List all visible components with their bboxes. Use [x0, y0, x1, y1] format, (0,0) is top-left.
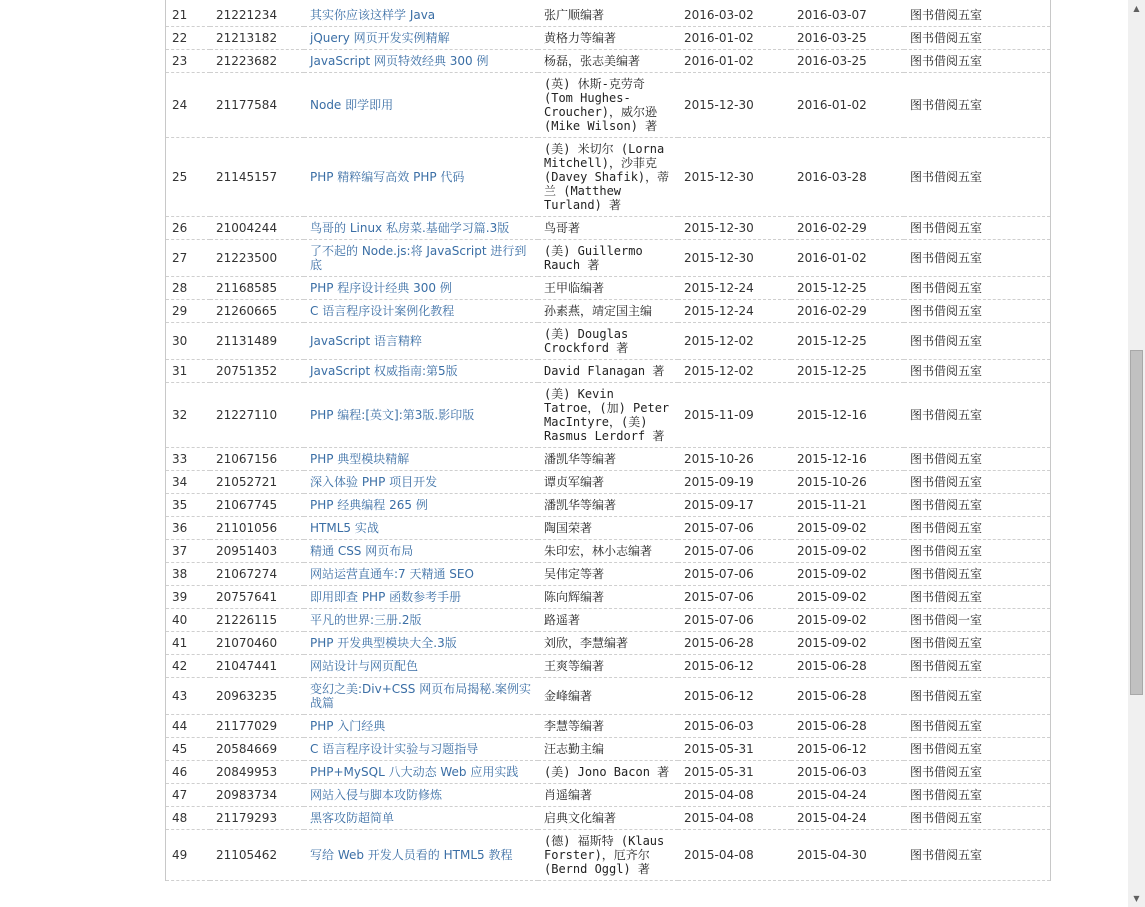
book-title-link-cell	[304, 277, 538, 300]
book-title-link-cell	[304, 609, 538, 632]
borrow-date-cell: 2015-12-24	[678, 277, 791, 300]
return-date-cell: 2015-06-28	[791, 678, 904, 715]
borrow-date-cell: 2015-12-24	[678, 300, 791, 323]
table-row	[166, 323, 1050, 360]
table-row	[166, 632, 1050, 655]
author-cell: 汪志勤主编	[538, 738, 678, 761]
book-title-link-cell	[304, 73, 538, 138]
author-cell: 金峰编著	[538, 678, 678, 715]
row-index-cell: 45	[166, 738, 210, 761]
borrow-date-cell: 2015-06-28	[678, 632, 791, 655]
book-title-link[interactable]: C 语言程序设计案例化教程	[310, 304, 455, 318]
return-date-cell: 2016-02-29	[791, 300, 904, 323]
borrow-date-cell: 2015-11-09	[678, 383, 791, 448]
author-cell: (英) 休斯-克劳奇 (Tom Hughes-Croucher)，威尔逊 (Mike Wilson) 著	[538, 73, 678, 138]
table-row	[166, 277, 1050, 300]
borrow-date-cell: 2015-07-06	[678, 563, 791, 586]
return-date-cell: 2015-11-21	[791, 494, 904, 517]
book-title-link-cell	[304, 217, 538, 240]
barcode-cell: 20963235	[210, 678, 304, 715]
row-index-cell: 42	[166, 655, 210, 678]
barcode-cell: 21179293	[210, 807, 304, 830]
table-row	[166, 517, 1050, 540]
return-date-cell: 2015-04-24	[791, 784, 904, 807]
borrow-date-cell: 2015-04-08	[678, 807, 791, 830]
return-date-cell: 2015-06-03	[791, 761, 904, 784]
location-cell: 图书借阅五室	[904, 240, 1050, 277]
row-index-cell: 43	[166, 678, 210, 715]
barcode-cell: 21131489	[210, 323, 304, 360]
borrow-date-cell: 2016-01-02	[678, 50, 791, 73]
book-title-link[interactable]: PHP 开发典型模块大全.3版	[310, 636, 457, 650]
barcode-cell: 20751352	[210, 360, 304, 383]
location-cell: 图书借阅五室	[904, 830, 1050, 881]
author-cell: 杨磊，张志美编著	[538, 50, 678, 73]
borrow-date-cell: 2015-12-30	[678, 217, 791, 240]
barcode-cell: 21067274	[210, 563, 304, 586]
table-row	[166, 73, 1050, 138]
return-date-cell: 2015-12-25	[791, 277, 904, 300]
book-title-link[interactable]: 精通 CSS 网页布局	[310, 544, 414, 558]
author-cell: 谭贞军编著	[538, 471, 678, 494]
author-cell: 张广顺编著	[538, 0, 678, 27]
book-title-link-cell	[304, 632, 538, 655]
barcode-cell: 21168585	[210, 277, 304, 300]
book-title-link[interactable]: 其实你应该这样学 Java	[310, 8, 436, 22]
borrow-history-panel	[165, 0, 1051, 881]
return-date-cell: 2015-09-02	[791, 517, 904, 540]
borrow-date-cell: 2015-12-02	[678, 360, 791, 383]
row-index-cell: 49	[166, 830, 210, 881]
table-row	[166, 609, 1050, 632]
author-cell: 王甲临编著	[538, 277, 678, 300]
book-title-link[interactable]: 网站入侵与脚本攻防修炼	[310, 788, 443, 802]
borrow-date-cell: 2015-06-12	[678, 655, 791, 678]
table-row	[166, 300, 1050, 323]
book-title-link[interactable]: jQuery 网页开发实例精解	[310, 31, 450, 45]
borrow-date-cell: 2015-12-30	[678, 138, 791, 217]
author-cell: (德) 福斯特 (Klaus Forster)，厄齐尔 (Bernd Oggl) 著	[538, 830, 678, 881]
book-title-link-cell	[304, 471, 538, 494]
book-title-link-cell	[304, 830, 538, 881]
location-cell: 图书借阅五室	[904, 784, 1050, 807]
author-cell: 王爽等编著	[538, 655, 678, 678]
book-title-link[interactable]: HTML5 实战	[310, 521, 379, 535]
author-cell: (美) Jono Bacon 著	[538, 761, 678, 784]
table-row	[166, 240, 1050, 277]
location-cell: 图书借阅五室	[904, 738, 1050, 761]
table-row	[166, 655, 1050, 678]
row-index-cell: 36	[166, 517, 210, 540]
table-row	[166, 471, 1050, 494]
book-title-link-cell	[304, 807, 538, 830]
table-row	[166, 563, 1050, 586]
return-date-cell: 2015-09-02	[791, 563, 904, 586]
barcode-cell: 21052721	[210, 471, 304, 494]
row-index-cell: 33	[166, 448, 210, 471]
location-cell: 图书借阅五室	[904, 807, 1050, 830]
book-title-link[interactable]: JavaScript 网页特效经典 300 例	[310, 54, 489, 68]
author-cell: (美) Guillermo Rauch 著	[538, 240, 678, 277]
scroll-up-arrow-icon[interactable]: ▲	[1133, 4, 1140, 13]
borrow-date-cell: 2015-07-06	[678, 609, 791, 632]
row-index-cell: 23	[166, 50, 210, 73]
table-row	[166, 784, 1050, 807]
row-index-cell: 46	[166, 761, 210, 784]
barcode-cell: 21145157	[210, 138, 304, 217]
book-title-link[interactable]: PHP 入门经典	[310, 719, 386, 733]
barcode-cell: 20951403	[210, 540, 304, 563]
return-date-cell: 2015-12-25	[791, 323, 904, 360]
location-cell: 图书借阅五室	[904, 563, 1050, 586]
book-title-link-cell	[304, 678, 538, 715]
book-title-link-cell	[304, 655, 538, 678]
location-cell: 图书借阅五室	[904, 50, 1050, 73]
author-cell: 吴伟定等著	[538, 563, 678, 586]
author-cell: 黄格力等编著	[538, 27, 678, 50]
table-row	[166, 50, 1050, 73]
return-date-cell: 2015-09-02	[791, 632, 904, 655]
book-title-link[interactable]: 了不起的 Node.js:将 JavaScript 进行到底	[310, 244, 527, 272]
table-row	[166, 448, 1050, 471]
location-cell: 图书借阅五室	[904, 678, 1050, 715]
book-title-link-cell	[304, 784, 538, 807]
barcode-cell: 21070460	[210, 632, 304, 655]
location-cell: 图书借阅五室	[904, 217, 1050, 240]
row-index-cell: 22	[166, 27, 210, 50]
row-index-cell: 25	[166, 138, 210, 217]
return-date-cell: 2015-12-16	[791, 383, 904, 448]
location-cell: 图书借阅五室	[904, 632, 1050, 655]
barcode-cell: 21004244	[210, 217, 304, 240]
borrow-date-cell: 2016-01-02	[678, 27, 791, 50]
row-index-cell: 24	[166, 73, 210, 138]
book-title-link-cell	[304, 50, 538, 73]
row-index-cell: 30	[166, 323, 210, 360]
author-cell: 启典文化编著	[538, 807, 678, 830]
book-title-link[interactable]: PHP 程序设计经典 300 例	[310, 281, 452, 295]
book-title-link[interactable]: C 语言程序设计实验与习题指导	[310, 742, 479, 756]
table-row	[166, 217, 1050, 240]
borrow-date-cell: 2015-07-06	[678, 517, 791, 540]
return-date-cell: 2015-09-02	[791, 586, 904, 609]
row-index-cell: 38	[166, 563, 210, 586]
author-cell: 陶国荣著	[538, 517, 678, 540]
location-cell: 图书借阅五室	[904, 494, 1050, 517]
borrow-date-cell: 2015-04-08	[678, 830, 791, 881]
borrow-date-cell: 2015-09-17	[678, 494, 791, 517]
book-title-link[interactable]: Node 即学即用	[310, 98, 394, 112]
book-title-link-cell	[304, 563, 538, 586]
barcode-cell: 20983734	[210, 784, 304, 807]
book-title-link[interactable]: 网站运营直通车:7 天精通 SEO	[310, 567, 474, 581]
borrow-date-cell: 2016-03-02	[678, 0, 791, 27]
location-cell: 图书借阅五室	[904, 586, 1050, 609]
book-title-link[interactable]: 平凡的世界:三册.2版	[310, 613, 422, 627]
return-date-cell: 2015-06-28	[791, 715, 904, 738]
author-cell: 孙素燕，靖定国主编	[538, 300, 678, 323]
borrow-date-cell: 2015-12-30	[678, 240, 791, 277]
book-title-link[interactable]: PHP 经典编程 265 例	[310, 498, 428, 512]
barcode-cell: 21177584	[210, 73, 304, 138]
barcode-cell: 21177029	[210, 715, 304, 738]
row-index-cell: 39	[166, 586, 210, 609]
location-cell: 图书借阅五室	[904, 138, 1050, 217]
book-title-link[interactable]: JavaScript 权威指南:第5版	[310, 364, 458, 378]
author-cell: 路遥著	[538, 609, 678, 632]
return-date-cell: 2015-09-02	[791, 609, 904, 632]
book-title-link-cell	[304, 383, 538, 448]
book-title-link-cell	[304, 448, 538, 471]
row-index-cell: 47	[166, 784, 210, 807]
book-title-link-cell	[304, 240, 538, 277]
location-cell: 图书借阅五室	[904, 517, 1050, 540]
book-title-link[interactable]: 即用即查 PHP 函数参考手册	[310, 590, 462, 604]
return-date-cell: 2016-03-28	[791, 138, 904, 217]
table-row	[166, 0, 1050, 27]
book-title-link[interactable]: PHP 精粹编写高效 PHP 代码	[310, 170, 465, 184]
table-row	[166, 360, 1050, 383]
row-index-cell: 28	[166, 277, 210, 300]
table-row	[166, 761, 1050, 784]
table-row	[166, 540, 1050, 563]
return-date-cell: 2015-12-25	[791, 360, 904, 383]
location-cell: 图书借阅五室	[904, 540, 1050, 563]
barcode-cell: 21227110	[210, 383, 304, 448]
barcode-cell: 21260665	[210, 300, 304, 323]
return-date-cell: 2016-03-25	[791, 50, 904, 73]
location-cell: 图书借阅五室	[904, 277, 1050, 300]
row-index-cell: 32	[166, 383, 210, 448]
book-title-link[interactable]: PHP 典型模块精解	[310, 452, 410, 466]
return-date-cell: 2015-10-26	[791, 471, 904, 494]
author-cell: 肖遥编著	[538, 784, 678, 807]
row-index-cell: 31	[166, 360, 210, 383]
location-cell: 图书借阅五室	[904, 471, 1050, 494]
table-row	[166, 715, 1050, 738]
book-title-link[interactable]: 变幻之美:Div+CSS 网页布局揭秘.案例实战篇	[310, 682, 532, 710]
location-cell: 图书借阅五室	[904, 715, 1050, 738]
borrow-date-cell: 2015-07-06	[678, 586, 791, 609]
return-date-cell: 2015-09-02	[791, 540, 904, 563]
location-cell: 图书借阅五室	[904, 73, 1050, 138]
book-title-link[interactable]: 写给 Web 开发人员看的 HTML5 教程	[310, 848, 513, 862]
barcode-cell: 21223682	[210, 50, 304, 73]
table-row	[166, 807, 1050, 830]
book-title-link[interactable]: 鸟哥的 Linux 私房菜.基础学习篇.3版	[310, 221, 510, 235]
book-title-link-cell	[304, 323, 538, 360]
location-cell: 图书借阅一室	[904, 609, 1050, 632]
borrow-date-cell: 2015-07-06	[678, 540, 791, 563]
return-date-cell: 2015-06-12	[791, 738, 904, 761]
barcode-cell: 21067156	[210, 448, 304, 471]
author-cell: 刘欣，李慧编著	[538, 632, 678, 655]
location-cell: 图书借阅五室	[904, 761, 1050, 784]
location-cell: 图书借阅五室	[904, 360, 1050, 383]
book-title-link[interactable]: PHP+MySQL 八大动态 Web 应用实践	[310, 765, 519, 779]
row-index-cell: 34	[166, 471, 210, 494]
table-row	[166, 494, 1050, 517]
book-title-link[interactable]: JavaScript 语言精粹	[310, 334, 422, 348]
return-date-cell: 2016-01-02	[791, 73, 904, 138]
book-title-link[interactable]: 网站设计与网页配色	[310, 659, 419, 673]
row-index-cell: 41	[166, 632, 210, 655]
scrollbar-thumb[interactable]	[1130, 350, 1143, 695]
table-row	[166, 27, 1050, 50]
barcode-cell: 20757641	[210, 586, 304, 609]
table-row	[166, 586, 1050, 609]
table-body	[166, 0, 1050, 881]
borrow-date-cell: 2015-05-31	[678, 738, 791, 761]
book-title-link-cell	[304, 517, 538, 540]
barcode-cell: 21221234	[210, 0, 304, 27]
location-cell: 图书借阅五室	[904, 448, 1050, 471]
borrow-date-cell: 2015-06-03	[678, 715, 791, 738]
book-title-link-cell	[304, 715, 538, 738]
barcode-cell: 21101056	[210, 517, 304, 540]
book-title-link-cell	[304, 586, 538, 609]
location-cell: 图书借阅五室	[904, 383, 1050, 448]
author-cell: 朱印宏，林小志编著	[538, 540, 678, 563]
location-cell: 图书借阅五室	[904, 27, 1050, 50]
book-title-link-cell	[304, 300, 538, 323]
borrow-date-cell: 2015-05-31	[678, 761, 791, 784]
location-cell: 图书借阅五室	[904, 300, 1050, 323]
book-title-link-cell	[304, 27, 538, 50]
return-date-cell: 2015-04-24	[791, 807, 904, 830]
book-title-link-cell	[304, 494, 538, 517]
return-date-cell: 2015-12-16	[791, 448, 904, 471]
barcode-cell: 21226115	[210, 609, 304, 632]
borrow-date-cell: 2015-09-19	[678, 471, 791, 494]
barcode-cell: 20849953	[210, 761, 304, 784]
book-title-link-cell	[304, 738, 538, 761]
author-cell: 潘凯华等编著	[538, 448, 678, 471]
location-cell: 图书借阅五室	[904, 323, 1050, 360]
return-date-cell: 2016-03-07	[791, 0, 904, 27]
author-cell: (美) Douglas Crockford 著	[538, 323, 678, 360]
author-cell: 李慧等编著	[538, 715, 678, 738]
book-title-link[interactable]: 黑客攻防超简单	[310, 811, 395, 825]
row-index-cell: 48	[166, 807, 210, 830]
book-title-link-cell	[304, 360, 538, 383]
book-title-link[interactable]: 深入体验 PHP 项目开发	[310, 475, 438, 489]
author-cell: 陈向辉编著	[538, 586, 678, 609]
barcode-cell: 21223500	[210, 240, 304, 277]
row-index-cell: 35	[166, 494, 210, 517]
table-row	[166, 830, 1050, 881]
author-cell: David Flanagan 著	[538, 360, 678, 383]
borrow-date-cell: 2015-12-30	[678, 73, 791, 138]
table-row	[166, 738, 1050, 761]
borrow-history-table	[166, 0, 1050, 881]
borrow-date-cell: 2015-10-26	[678, 448, 791, 471]
return-date-cell: 2015-04-30	[791, 830, 904, 881]
row-index-cell: 26	[166, 217, 210, 240]
table-row	[166, 678, 1050, 715]
borrow-date-cell: 2015-06-12	[678, 678, 791, 715]
row-index-cell: 27	[166, 240, 210, 277]
return-date-cell: 2016-01-02	[791, 240, 904, 277]
book-title-link-cell	[304, 138, 538, 217]
borrow-date-cell: 2015-12-02	[678, 323, 791, 360]
scroll-down-arrow-icon[interactable]: ▼	[1133, 894, 1140, 903]
author-cell: (美) 米切尔 (Lorna Mitchell)，沙菲克 (Davey Shafik)，蒂兰 (Matthew Turland) 著	[538, 138, 678, 217]
row-index-cell: 37	[166, 540, 210, 563]
row-index-cell: 21	[166, 0, 210, 27]
book-title-link-cell	[304, 761, 538, 784]
book-title-link-cell	[304, 0, 538, 27]
barcode-cell: 21067745	[210, 494, 304, 517]
author-cell: 潘凯华等编著	[538, 494, 678, 517]
table-row	[166, 138, 1050, 217]
borrow-date-cell: 2015-04-08	[678, 784, 791, 807]
vertical-scrollbar[interactable]	[1128, 0, 1145, 907]
return-date-cell: 2016-03-25	[791, 27, 904, 50]
return-date-cell: 2016-02-29	[791, 217, 904, 240]
author-cell: 鸟哥著	[538, 217, 678, 240]
author-cell: (美) Kevin Tatroe，(加) Peter MacIntyre，(美) Rasmus Lerdorf 著	[538, 383, 678, 448]
row-index-cell: 44	[166, 715, 210, 738]
location-cell: 图书借阅五室	[904, 655, 1050, 678]
return-date-cell: 2015-06-28	[791, 655, 904, 678]
barcode-cell: 21047441	[210, 655, 304, 678]
row-index-cell: 40	[166, 609, 210, 632]
book-title-link-cell	[304, 540, 538, 563]
barcode-cell: 21213182	[210, 27, 304, 50]
barcode-cell: 21105462	[210, 830, 304, 881]
book-title-link[interactable]: PHP 编程:[英文]:第3版.影印版	[310, 408, 475, 422]
table-row	[166, 383, 1050, 448]
location-cell: 图书借阅五室	[904, 0, 1050, 27]
barcode-cell: 20584669	[210, 738, 304, 761]
row-index-cell: 29	[166, 300, 210, 323]
